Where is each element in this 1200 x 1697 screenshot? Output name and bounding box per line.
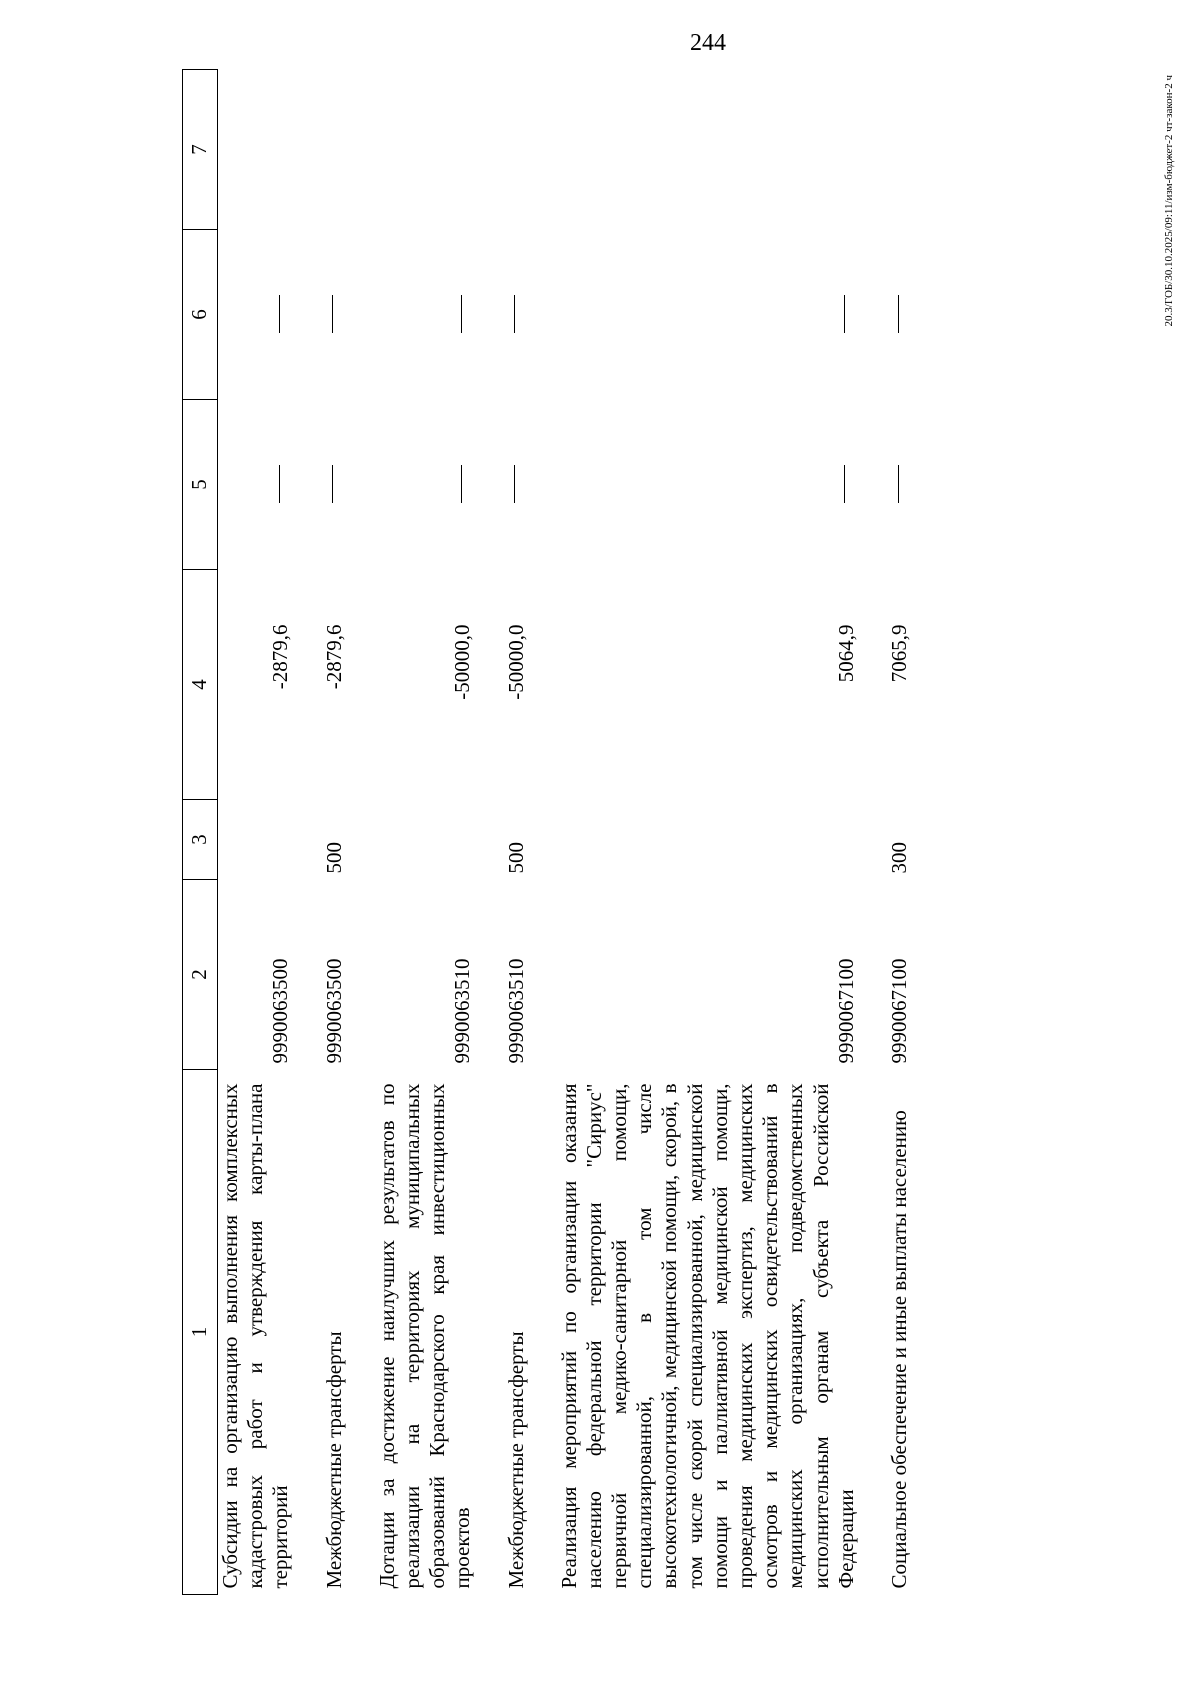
- row-description: Межбюджетные трансферты: [321, 1331, 346, 1589]
- row-col7-dash: [859, 230, 912, 400]
- table-row: [859, 70, 912, 1595]
- row-expense-type: [347, 800, 476, 880]
- dash-mark: [332, 466, 333, 504]
- table-row: [529, 70, 859, 1595]
- row-target-code: 9990063500: [321, 958, 346, 1064]
- row-amount: 7065,9: [886, 624, 911, 683]
- dash-mark: [332, 296, 333, 334]
- dash-mark: [279, 466, 280, 504]
- row-description: Межбюджетные трансферты: [503, 1331, 528, 1589]
- row-col6-dash: [294, 400, 347, 570]
- table-row: [218, 70, 294, 1595]
- column-header-7: 7: [183, 70, 218, 230]
- row-col7-dash: [347, 230, 476, 400]
- row-description: Дотации за достижение наилучших результатов по реализации на территориях муниципальных образований Краснодарского края инвестиционных проектов: [374, 1083, 475, 1589]
- row-expense-type: [529, 800, 859, 880]
- row-expense-type: 500: [503, 842, 528, 874]
- row-target-code: 9990067100: [886, 958, 911, 1064]
- dash-mark: [844, 296, 845, 334]
- row-col6-dash: [347, 400, 476, 570]
- dash-mark: [279, 296, 280, 334]
- row-amount: -50000,0: [503, 624, 528, 700]
- row-description: Социальное обеспечение и иные выплаты населению: [886, 1110, 911, 1589]
- row-amount: -2879,6: [321, 624, 346, 690]
- column-header-2: 2: [183, 880, 218, 1070]
- table-row: [476, 70, 529, 1595]
- row-amount: -2879,6: [268, 624, 293, 690]
- column-header-3: 3: [183, 800, 218, 880]
- table-row: [347, 70, 476, 1595]
- dash-mark: [461, 466, 462, 504]
- row-target-code: 9990063510: [503, 958, 528, 1064]
- row-col7-dash: [476, 230, 529, 400]
- column-header-1: 1: [183, 1070, 218, 1595]
- column-header-5: 5: [183, 400, 218, 570]
- row-amount: 5064,9: [833, 624, 858, 683]
- dash-mark: [898, 466, 899, 504]
- row-expense-type: 300: [886, 842, 911, 874]
- dash-mark: [514, 296, 515, 334]
- row-col7-dash: [529, 230, 859, 400]
- row-description: Реализация мероприятий по организации оказания населению федеральной территории "Сириус" первичной медико-санитарной помощи, специализированной, в том числе высокотехнологичной, медицинской помощи, скорой, в том числе скорой специализированной, медицинской помощи и паллиативной медицинской помощи, проведения медицинских экспертиз, медицинских осмотров и медицинских освидетельствований в медицинских организациях, подведомственных исполнительным органам субъекта Российской Федерации: [556, 1083, 858, 1589]
- column-header-4: 4: [183, 570, 218, 800]
- row-target-code: 9990063510: [450, 958, 475, 1064]
- row-expense-type: 500: [321, 842, 346, 874]
- page-number: 244: [690, 30, 726, 56]
- budget-table-rotated: [182, 70, 1112, 1595]
- row-target-code: 9990067100: [833, 958, 858, 1064]
- dash-mark: [514, 466, 515, 504]
- table-row: [294, 70, 347, 1595]
- row-expense-type: [218, 800, 294, 880]
- row-col7-dash: [218, 230, 294, 400]
- row-col6-dash: [476, 400, 529, 570]
- dash-mark: [898, 296, 899, 334]
- row-target-code: 9990063500: [268, 958, 293, 1064]
- row-description: Субсидии на организацию выполнения комплексных кадастровых работ и утверждения карты-плана территорий: [218, 1083, 293, 1589]
- budget-table: [182, 69, 912, 1595]
- row-col6-dash: [859, 400, 912, 570]
- footer-code: 20.3/ГОБ/30.10.2025/09:11/изм-бюджет-2 чт-закон-2 ч: [1163, 75, 1175, 327]
- row-amount: -50000,0: [450, 624, 475, 700]
- row-col6-dash: [218, 400, 294, 570]
- dash-mark: [844, 466, 845, 504]
- row-col7-dash: [294, 230, 347, 400]
- row-col6-dash: [529, 400, 859, 570]
- dash-mark: [461, 296, 462, 334]
- column-header-6: 6: [183, 230, 218, 400]
- table-header-row: [183, 70, 218, 1595]
